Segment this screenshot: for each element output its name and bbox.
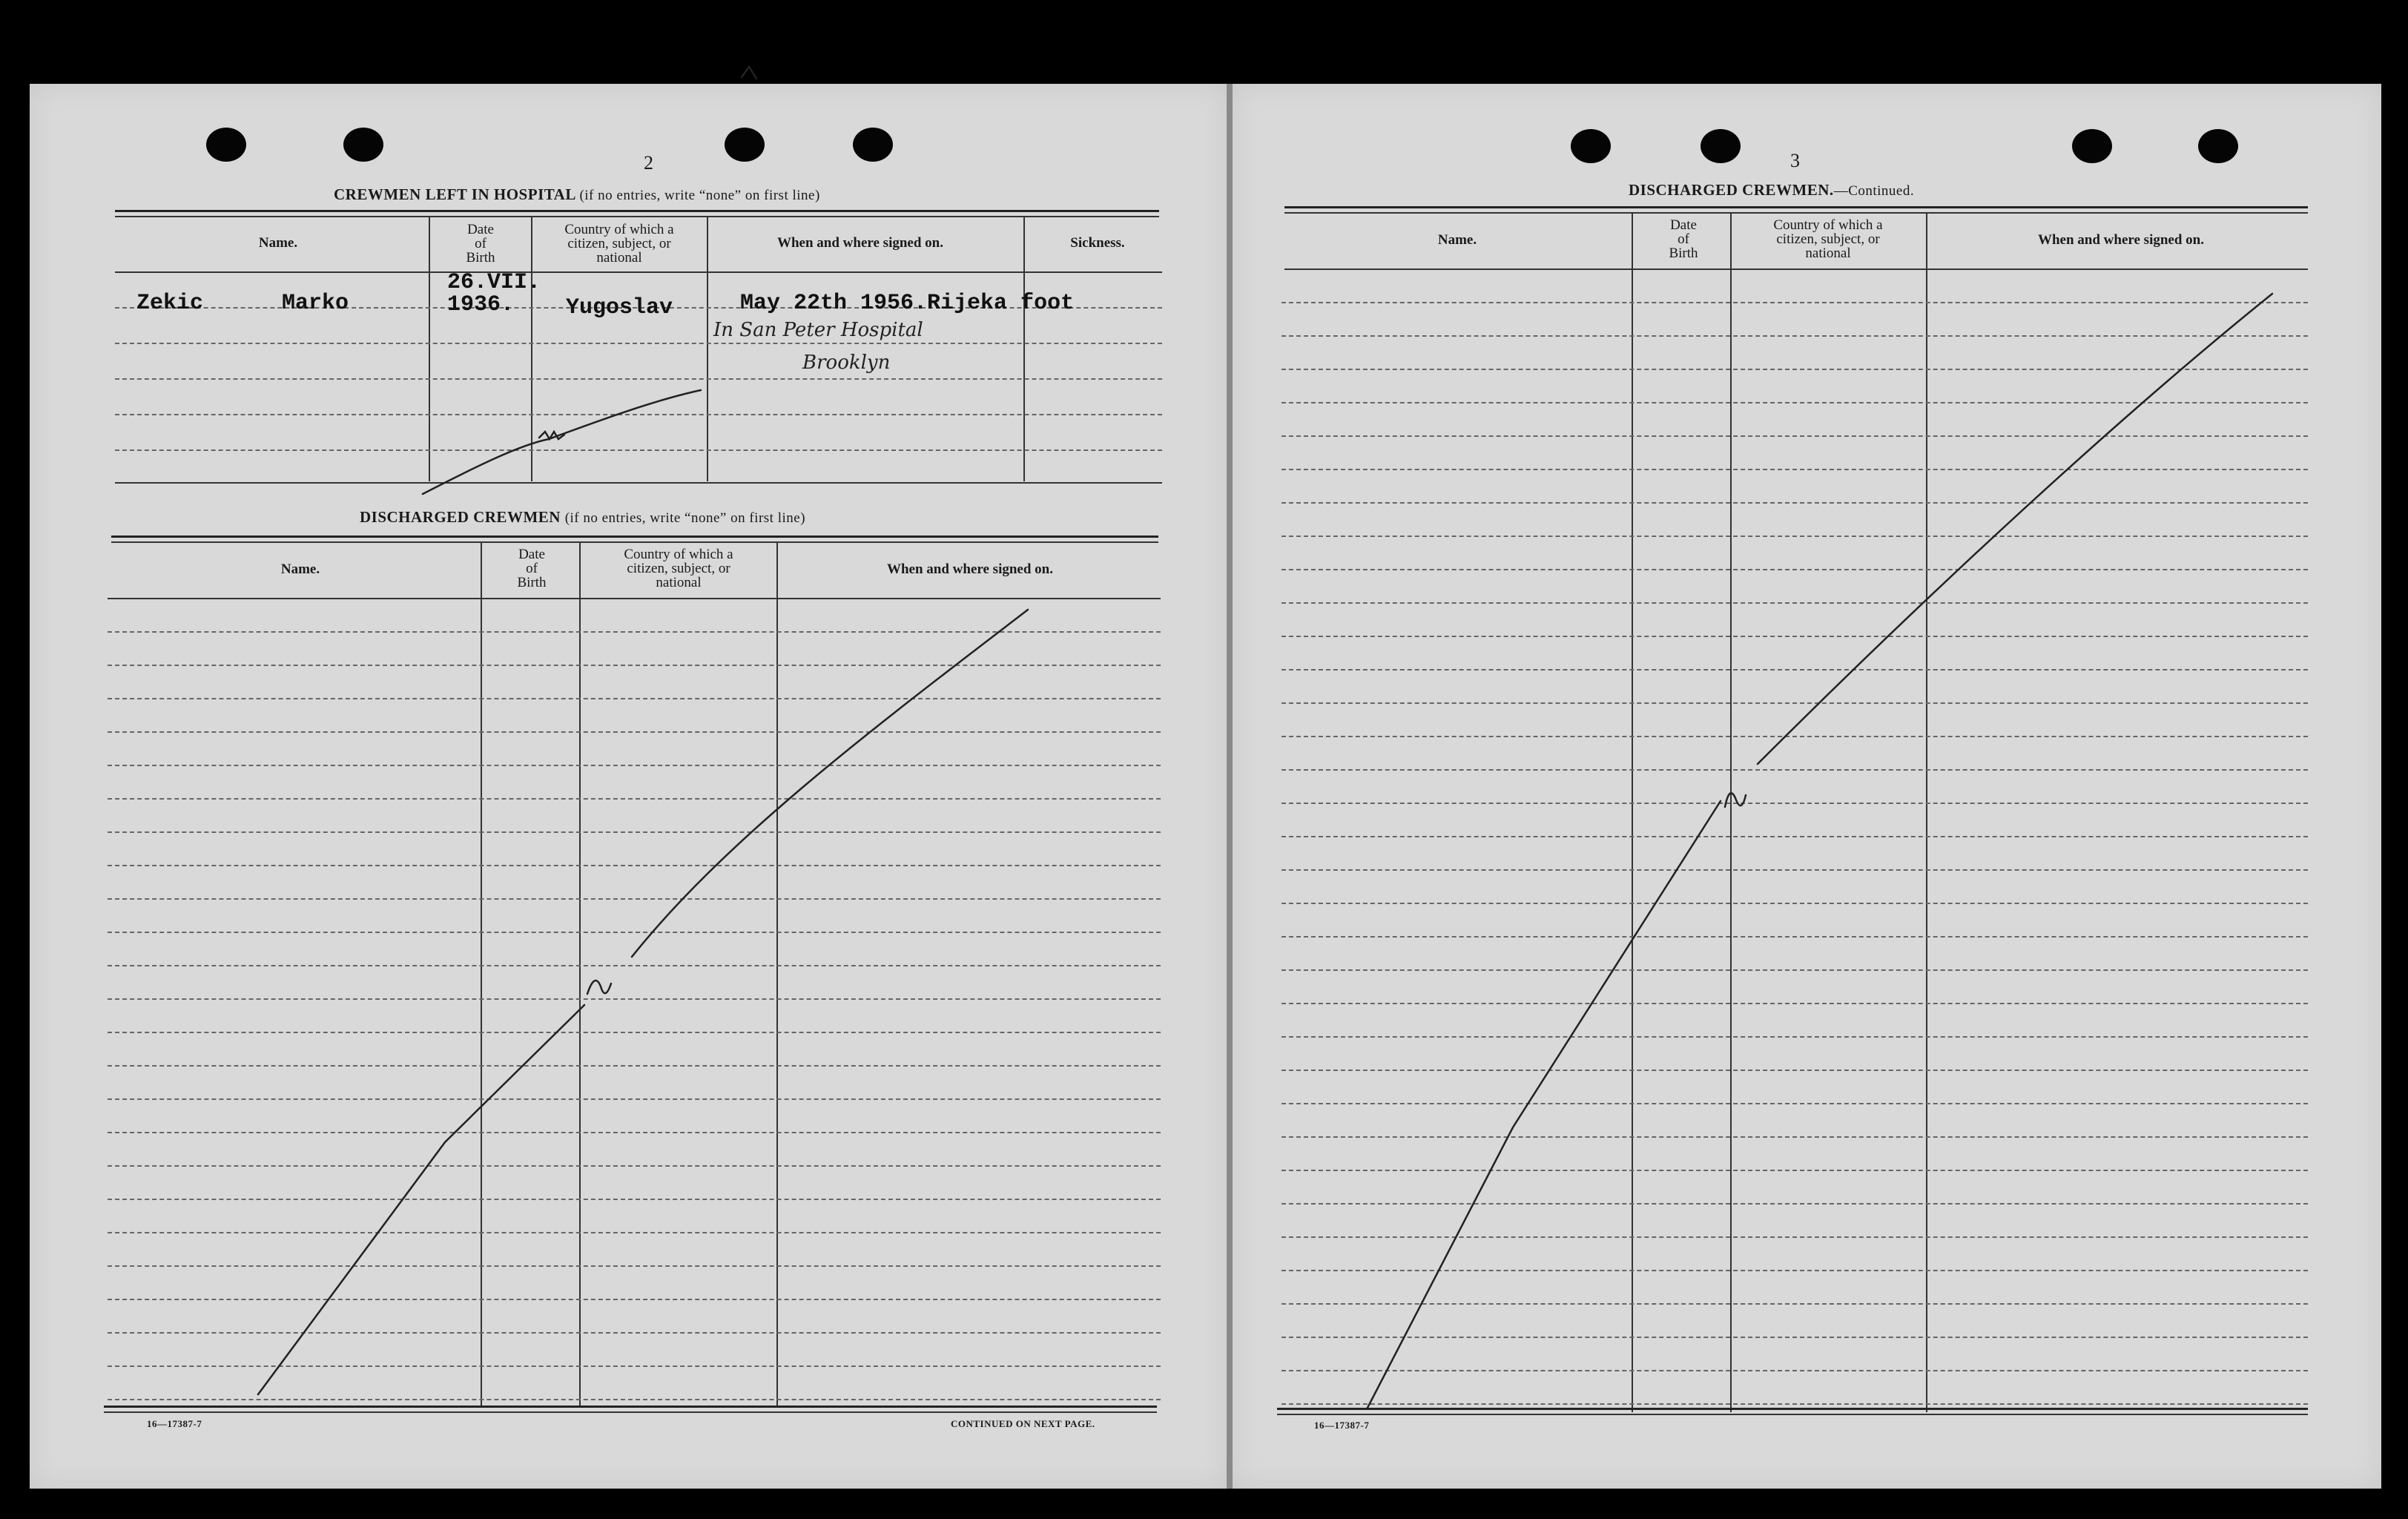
entry-line	[1281, 602, 2308, 604]
punch-hole	[725, 128, 765, 162]
country-header-line: national	[1805, 246, 1851, 261]
country-header-line: citizen, subject, or	[1776, 231, 1880, 247]
country-header-line: national	[596, 250, 642, 266]
entry-line	[108, 865, 1161, 866]
entry-line	[1281, 335, 2308, 337]
entry-line	[1281, 569, 2308, 570]
entry-line	[108, 798, 1161, 800]
entry-line	[1281, 636, 2308, 637]
hospital-title-text: CREWMEN LEFT IN HOSPITAL	[334, 185, 575, 203]
col-name-header: Name.	[1437, 232, 1477, 248]
punch-hole	[206, 128, 246, 162]
crewman-dob-line2: 1936.	[447, 292, 515, 317]
entry-line	[108, 1365, 1161, 1367]
entry-line	[108, 1299, 1161, 1300]
continued-note: CONTINUED ON NEXT PAGE.	[951, 1418, 1095, 1429]
dob-header-line: of	[526, 561, 538, 576]
punch-hole	[2198, 129, 2238, 163]
col-signed-on-header: When and where signed on.	[886, 561, 1053, 577]
country-header-line: Country of which a	[564, 222, 674, 237]
page-gutter	[1227, 84, 1233, 1489]
entry-line	[108, 1399, 1161, 1400]
entry-line	[1281, 469, 2308, 470]
entry-line	[108, 1332, 1161, 1334]
entry-line	[1281, 769, 2308, 771]
col-sickness-header: Sickness.	[1070, 235, 1125, 251]
discharged-continued-rows	[1281, 268, 2308, 1411]
col-country-header	[1735, 218, 1921, 260]
country-header-line: citizen, subject, or	[567, 236, 671, 251]
dob-header-line: of	[475, 236, 486, 251]
crewman-country: Yugoslav	[566, 295, 673, 320]
entry-line	[1281, 1136, 2308, 1138]
rule	[1277, 1408, 2308, 1410]
dob-header-line: Date	[1670, 217, 1697, 233]
entry-line	[108, 1232, 1161, 1233]
crewman-signed-on: May 22th 1956.Rijeka foot	[740, 291, 1075, 316]
signature-mark	[742, 67, 756, 79]
entry-line	[1281, 903, 2308, 904]
discharged-rows	[108, 598, 1161, 1406]
entry-line	[1281, 1236, 2308, 1238]
entry-line	[108, 1199, 1161, 1200]
rule	[1284, 212, 2308, 214]
discharged-continued-title	[1629, 181, 1914, 200]
page-number: 3	[1790, 150, 1800, 171]
crewman-dob-line1: 26.VII.	[447, 270, 541, 295]
hospital-instruction: (if no entries, write “none” on first line)	[579, 188, 820, 203]
col-signed-on-header: When and where signed on.	[776, 235, 943, 251]
dob-header-line: Birth	[466, 250, 495, 266]
discharged-continued-title-text: DISCHARGED CREWMEN.	[1629, 181, 1834, 199]
entry-line	[108, 831, 1161, 833]
rule	[1284, 206, 2308, 208]
form-number: 16—17387-7	[147, 1418, 202, 1429]
entry-line	[1281, 502, 2308, 504]
discharged-title-text: DISCHARGED CREWMEN	[360, 508, 561, 526]
dob-header-line: Birth	[1669, 246, 1698, 261]
entry-line	[1281, 1303, 2308, 1305]
col-name-header: Name.	[280, 561, 320, 577]
entry-line	[108, 765, 1161, 766]
country-header-line: Country of which a	[624, 547, 733, 562]
form-number: 16—17387-7	[1314, 1420, 1370, 1431]
entry-line	[1281, 936, 2308, 938]
entry-line	[1281, 869, 2308, 871]
entry-line	[108, 1165, 1161, 1167]
rule	[111, 541, 1158, 543]
hospital-city-handwritten: Brooklyn	[802, 352, 891, 374]
punch-hole	[1701, 129, 1741, 163]
col-country-header	[586, 547, 771, 590]
entry-line	[108, 665, 1161, 666]
col-dob-header	[484, 547, 580, 590]
country-header-line: citizen, subject, or	[627, 561, 730, 576]
entry-line	[1281, 1170, 2308, 1171]
entry-line	[1281, 702, 2308, 704]
entry-line	[1281, 1203, 2308, 1205]
title-suffix: —Continued.	[1833, 183, 1915, 199]
entry-line	[1281, 736, 2308, 737]
entry-line	[108, 1098, 1161, 1100]
col-name-header: Name.	[258, 235, 298, 251]
punch-hole	[2072, 129, 2112, 163]
col-dob-header	[1637, 218, 1729, 260]
entry-line	[1281, 669, 2308, 670]
dob-header-line: Birth	[517, 575, 547, 590]
page-number: 2	[644, 152, 653, 174]
rule	[104, 1406, 1157, 1408]
entry-line	[1281, 536, 2308, 537]
entry-line	[108, 1065, 1161, 1067]
hospital-name-handwritten: In San Peter Hospital	[713, 319, 923, 341]
entry-line	[1281, 369, 2308, 370]
entry-line	[1281, 1070, 2308, 1071]
country-header-line: national	[656, 575, 702, 590]
entry-line	[108, 898, 1161, 900]
col-country-header	[534, 223, 705, 265]
country-header-line: Country of which a	[1773, 217, 1883, 233]
entry-line	[108, 1032, 1161, 1033]
entry-line	[1281, 1337, 2308, 1338]
entry-line	[1281, 1270, 2308, 1271]
entry-line	[108, 698, 1161, 699]
punch-hole	[853, 128, 893, 162]
entry-line	[1281, 1103, 2308, 1104]
entry-line	[1281, 803, 2308, 804]
entry-line	[108, 731, 1161, 733]
entry-line	[108, 1265, 1161, 1267]
rule	[1277, 1414, 2308, 1415]
col-signed-on-header: When and where signed on.	[2037, 232, 2204, 248]
rule	[115, 216, 1159, 217]
rule	[115, 210, 1159, 212]
entry-line	[1281, 836, 2308, 837]
crewman-surname: Zekic	[136, 291, 204, 316]
crewman-given-name: Marko	[282, 291, 349, 316]
rule	[104, 1411, 1157, 1413]
col-dob-header	[436, 223, 525, 265]
entry-line	[108, 1132, 1161, 1133]
entry-line	[1281, 1036, 2308, 1038]
entry-line	[1281, 435, 2308, 437]
entry-line	[108, 932, 1161, 933]
dob-header-line: of	[1678, 231, 1689, 247]
dob-header-line: Date	[467, 222, 494, 237]
punch-hole	[343, 128, 383, 162]
entry-line	[1281, 1003, 2308, 1004]
entry-line	[1281, 302, 2308, 303]
punch-hole	[1571, 129, 1611, 163]
entry-line	[1281, 402, 2308, 403]
entry-line	[1281, 1370, 2308, 1371]
entry-line	[108, 965, 1161, 966]
entry-line	[108, 998, 1161, 1000]
dob-header-line: Date	[518, 547, 545, 562]
entry-line	[1281, 1403, 2308, 1405]
entry-line	[1281, 969, 2308, 971]
discharged-section-title	[360, 508, 805, 527]
discharged-instruction: (if no entries, write “none” on first line)	[564, 510, 806, 526]
rule	[111, 536, 1158, 538]
hospital-section-title	[334, 185, 820, 204]
entry-line	[108, 631, 1161, 633]
rule	[115, 482, 1162, 484]
